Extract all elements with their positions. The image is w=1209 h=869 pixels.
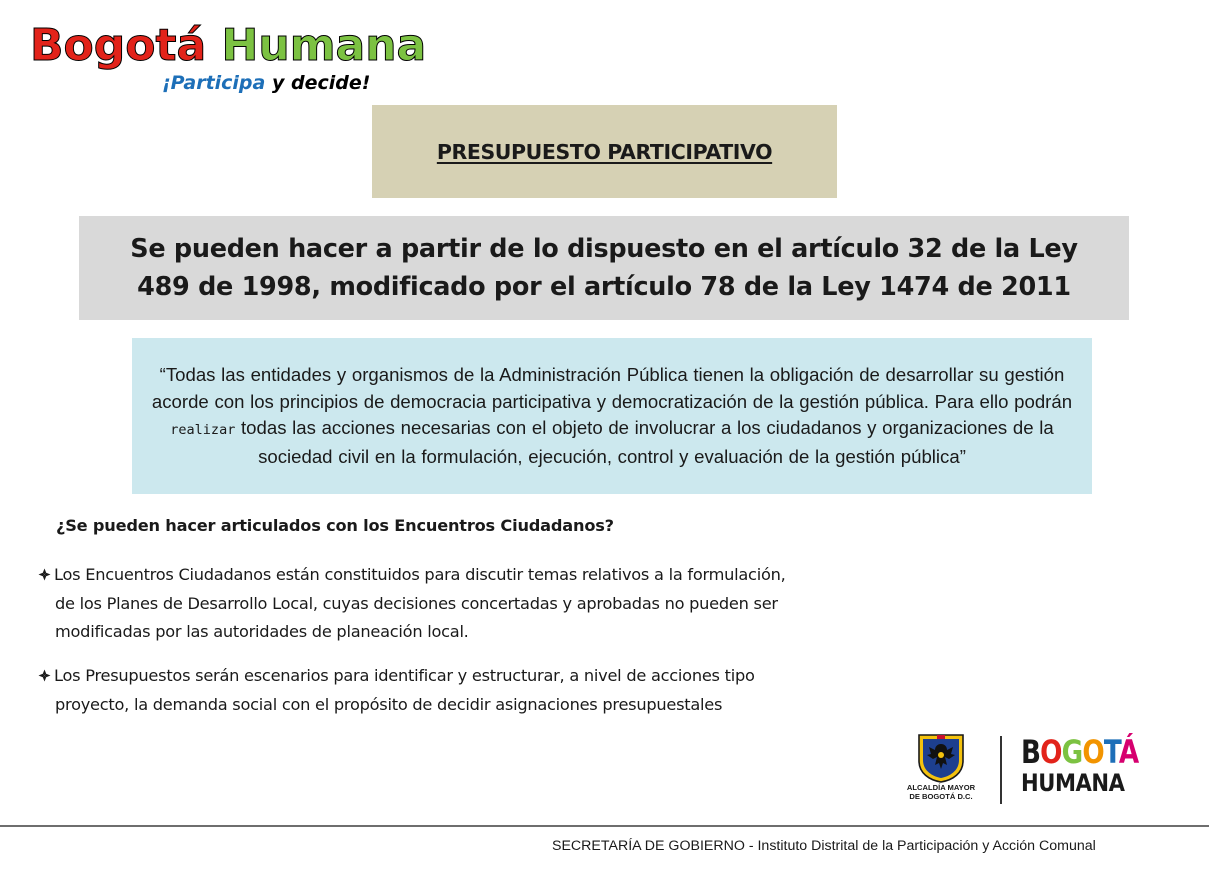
main-statement-line-2: 489 de 1998, modificado por el artículo 78 de la Ley 1474 de 2011 (137, 272, 1071, 302)
bogota-letter: T (1103, 733, 1119, 771)
logo-brand (30, 22, 426, 70)
diamond-bullet-icon (38, 568, 51, 581)
footer-text: SECRETARÍA DE GOBIERNO - Instituto Distrital de la Participación y Acción Comunal (552, 838, 1096, 854)
alcaldia-label (900, 783, 982, 801)
quote-small-word: realizar (170, 422, 236, 438)
coat-of-arms-icon (917, 733, 965, 783)
bullet-line (38, 561, 978, 590)
legal-quote (137, 362, 1087, 470)
tagline-decide: y decide! (271, 72, 371, 94)
main-statement-box (79, 216, 1129, 320)
bogota-wordmark (1021, 735, 1138, 769)
quote-part-1: “Todas las entidades y organismos de la Administración Pública tienen la obligación de desarrollar su gestión acorde con los principios de democracia participativa y democratización de la gestión pública. Para ello podrán (151, 364, 1073, 412)
tagline-participa: ¡Participa (162, 72, 266, 94)
bogota-letter: Á (1118, 733, 1139, 771)
bullet-line: de los Planes de Desarrollo Local, cuyas decisiones concertadas y aprobadas no pueden ser (55, 593, 778, 613)
title-box (372, 105, 837, 198)
bullet-line: proyecto, la demanda social con el propósito de decidir asignaciones presupuestales (55, 694, 723, 714)
alcaldia-line-1: ALCALDÍA MAYOR (906, 783, 976, 792)
bullet-text: Los Encuentros Ciudadanos están constituidos para discutir temas relativos a la formulación, (54, 565, 786, 584)
page-title: PRESUPUESTO PARTICIPATIVO (436, 139, 773, 164)
bogota-letter: O (1082, 733, 1104, 771)
bogota-humana-logo (30, 20, 427, 102)
bullet-line: modificadas por las autoridades de planeación local. (55, 622, 469, 641)
main-statement-line-1: Se pueden hacer a partir de lo dispuesto en el artículo 32 de la Ley (130, 234, 1078, 264)
bullet-line (38, 662, 978, 691)
footer-divider (0, 825, 1209, 827)
logo-word-humana: Humana (221, 20, 427, 71)
alcaldia-logo (900, 733, 1150, 808)
main-statement (84, 230, 1124, 306)
legal-quote-box (132, 338, 1092, 494)
logo-word-bogota: Bogotá (30, 20, 207, 71)
bullet-item (38, 561, 978, 647)
bogota-letter: B (1021, 733, 1041, 771)
bogota-letter: G (1061, 733, 1083, 771)
humana-wordmark: HUMANA (1021, 769, 1125, 797)
alcaldia-line-2: DE BOGOTÁ D.C. (909, 792, 973, 801)
question-heading: ¿Se pueden hacer articulados con los Encuentros Ciudadanos? (56, 516, 614, 535)
quote-part-2: todas las acciones necesarias con el objeto de involucrar a los ciudadanos y organizaciones de la sociedad civil en la formulación, ejecución, control y evaluación de la gestión pública” (241, 417, 1054, 467)
bogota-letter: O (1040, 733, 1062, 771)
bullet-item (38, 662, 978, 719)
diamond-bullet-icon (38, 669, 51, 682)
bullet-text: Los Presupuestos serán escenarios para identificar y estructurar, a nivel de acciones tipo (54, 666, 755, 685)
logo-divider (1000, 736, 1002, 804)
logo-tagline (162, 72, 370, 94)
